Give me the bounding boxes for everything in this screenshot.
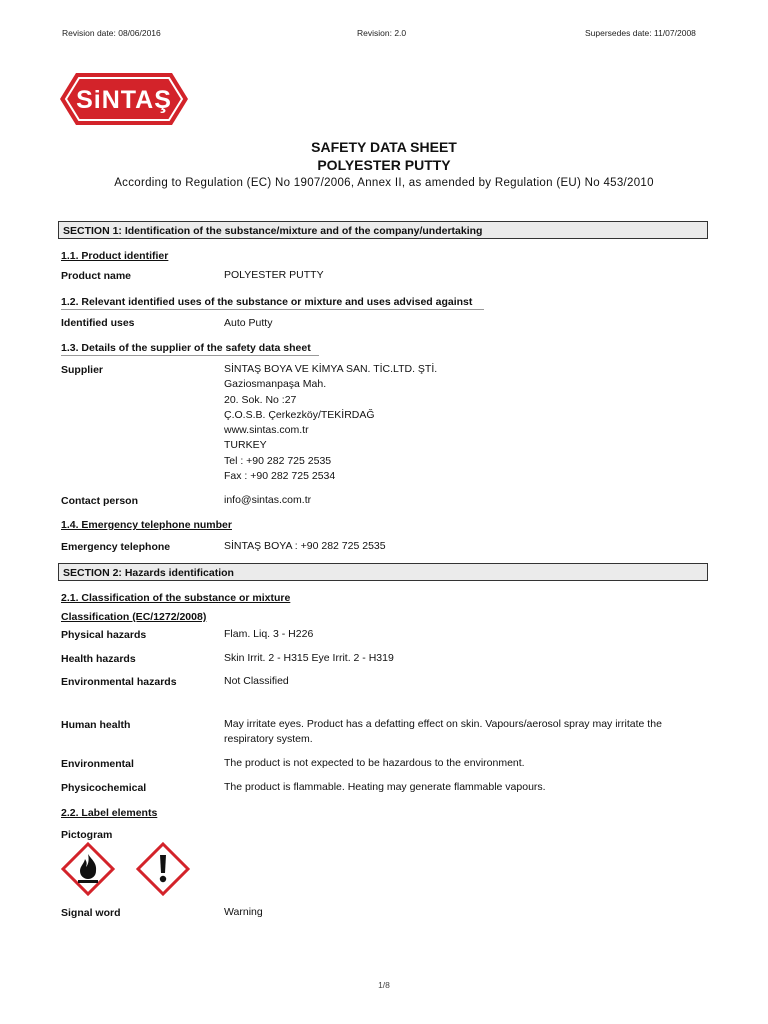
contact-person-label: Contact person bbox=[61, 495, 139, 507]
product-name-label: Product name bbox=[61, 270, 132, 282]
supplier-line: Gaziosmanpaşa Mah. bbox=[224, 378, 327, 391]
subsection-1-1-title: 1.1. Product identifier bbox=[61, 250, 169, 262]
environmental-label: Environmental bbox=[61, 758, 134, 770]
supplier-line: TURKEY bbox=[224, 439, 267, 452]
sintas-logo bbox=[58, 70, 190, 133]
physicochemical-label: Physicochemical bbox=[61, 782, 147, 794]
supplier-line: SİNTAŞ BOYA VE KİMYA SAN. TİC.LTD. ŞTİ. bbox=[224, 363, 438, 375]
subsection-1-4-title: 1.4. Emergency telephone number bbox=[61, 519, 232, 531]
subsection-1-3-title: 1.3. Details of the supplier of the safety data sheet bbox=[61, 342, 311, 354]
subsection-2-1-title: 2.1. Classification of the substance or mixture bbox=[61, 592, 291, 604]
subsection-2-2-title: 2.2. Label elements bbox=[61, 807, 158, 819]
supplier-address bbox=[224, 362, 437, 484]
supplier-line: Ç.O.S.B. Çerkezköy/TEKİRDAĞ bbox=[224, 408, 375, 421]
section-2-heading: SECTION 2: Hazards identification bbox=[58, 563, 708, 581]
emergency-telephone-label: Emergency telephone bbox=[61, 541, 171, 553]
product-name-value: POLYESTER PUTTY bbox=[224, 269, 324, 281]
health-hazards-value: Skin Irrit. 2 - H315 Eye Irrit. 2 - H319 bbox=[224, 652, 394, 664]
signal-word-label: Signal word bbox=[61, 907, 121, 919]
product-title: POLYESTER PUTTY bbox=[317, 157, 451, 173]
physicochemical-value: The product is flammable. Heating may generate flammable vapours. bbox=[224, 781, 546, 793]
environmental-hazards-value: Not Classified bbox=[224, 675, 289, 687]
physical-hazards-value: Flam. Liq. 3 - H226 bbox=[224, 628, 314, 640]
contact-email[interactable]: info@sintas.com.tr bbox=[224, 494, 312, 506]
subsection-1-3-underline bbox=[61, 355, 319, 356]
environmental-value: The product is not expected to be hazardous to the environment. bbox=[224, 757, 525, 769]
human-health-label: Human health bbox=[61, 719, 131, 731]
regulation-note: According to Regulation (EC) No 1907/2006, Annex II, as amended by Regulation (EU) No 453/2010 bbox=[114, 177, 654, 189]
supplier-line: 20. Sok. No :27 bbox=[224, 393, 297, 406]
supplier-label: Supplier bbox=[61, 364, 104, 376]
flame-icon bbox=[61, 842, 115, 901]
exclamation-mark-icon bbox=[136, 842, 190, 901]
page-number: 1/8 bbox=[378, 980, 390, 990]
section-1-heading: SECTION 1: Identification of the substance/mixture and of the company/undertaking bbox=[58, 221, 708, 239]
revision-number: Revision: 2.0 bbox=[357, 28, 407, 38]
supplier-fax: Fax : +90 282 725 2534 bbox=[224, 470, 336, 483]
health-hazards-label: Health hazards bbox=[61, 653, 136, 665]
human-health-value: May irritate eyes. Product has a defatting effect on skin. Vapours/aerosol spray may irritate the respiratory system. bbox=[224, 718, 662, 746]
subsection-1-2-title: 1.2. Relevant identified uses of the substance or mixture and uses advised against bbox=[61, 296, 473, 308]
pictogram-label: Pictogram bbox=[61, 829, 113, 841]
supplier-phone: Tel : +90 282 725 2535 bbox=[224, 454, 332, 467]
subsection-1-2-underline bbox=[61, 309, 484, 310]
environmental-hazards-label: Environmental hazards bbox=[61, 676, 177, 688]
supplier-website[interactable]: www.sintas.com.tr bbox=[224, 424, 309, 437]
classification-title: Classification (EC/1272/2008) bbox=[61, 611, 207, 623]
signal-word-value: Warning bbox=[224, 906, 263, 918]
emergency-telephone-value: SİNTAŞ BOYA : +90 282 725 2535 bbox=[224, 540, 386, 552]
physical-hazards-label: Physical hazards bbox=[61, 629, 147, 641]
document-title: SAFETY DATA SHEET bbox=[311, 139, 457, 155]
revision-date: Revision date: 08/06/2016 bbox=[62, 28, 161, 38]
identified-uses-value: Auto Putty bbox=[224, 317, 273, 329]
svg-text:SiNTAŞ: SiNTAŞ bbox=[76, 86, 172, 114]
supersedes-date: Supersedes date: 11/07/2008 bbox=[585, 28, 696, 38]
identified-uses-label: Identified uses bbox=[61, 317, 135, 329]
